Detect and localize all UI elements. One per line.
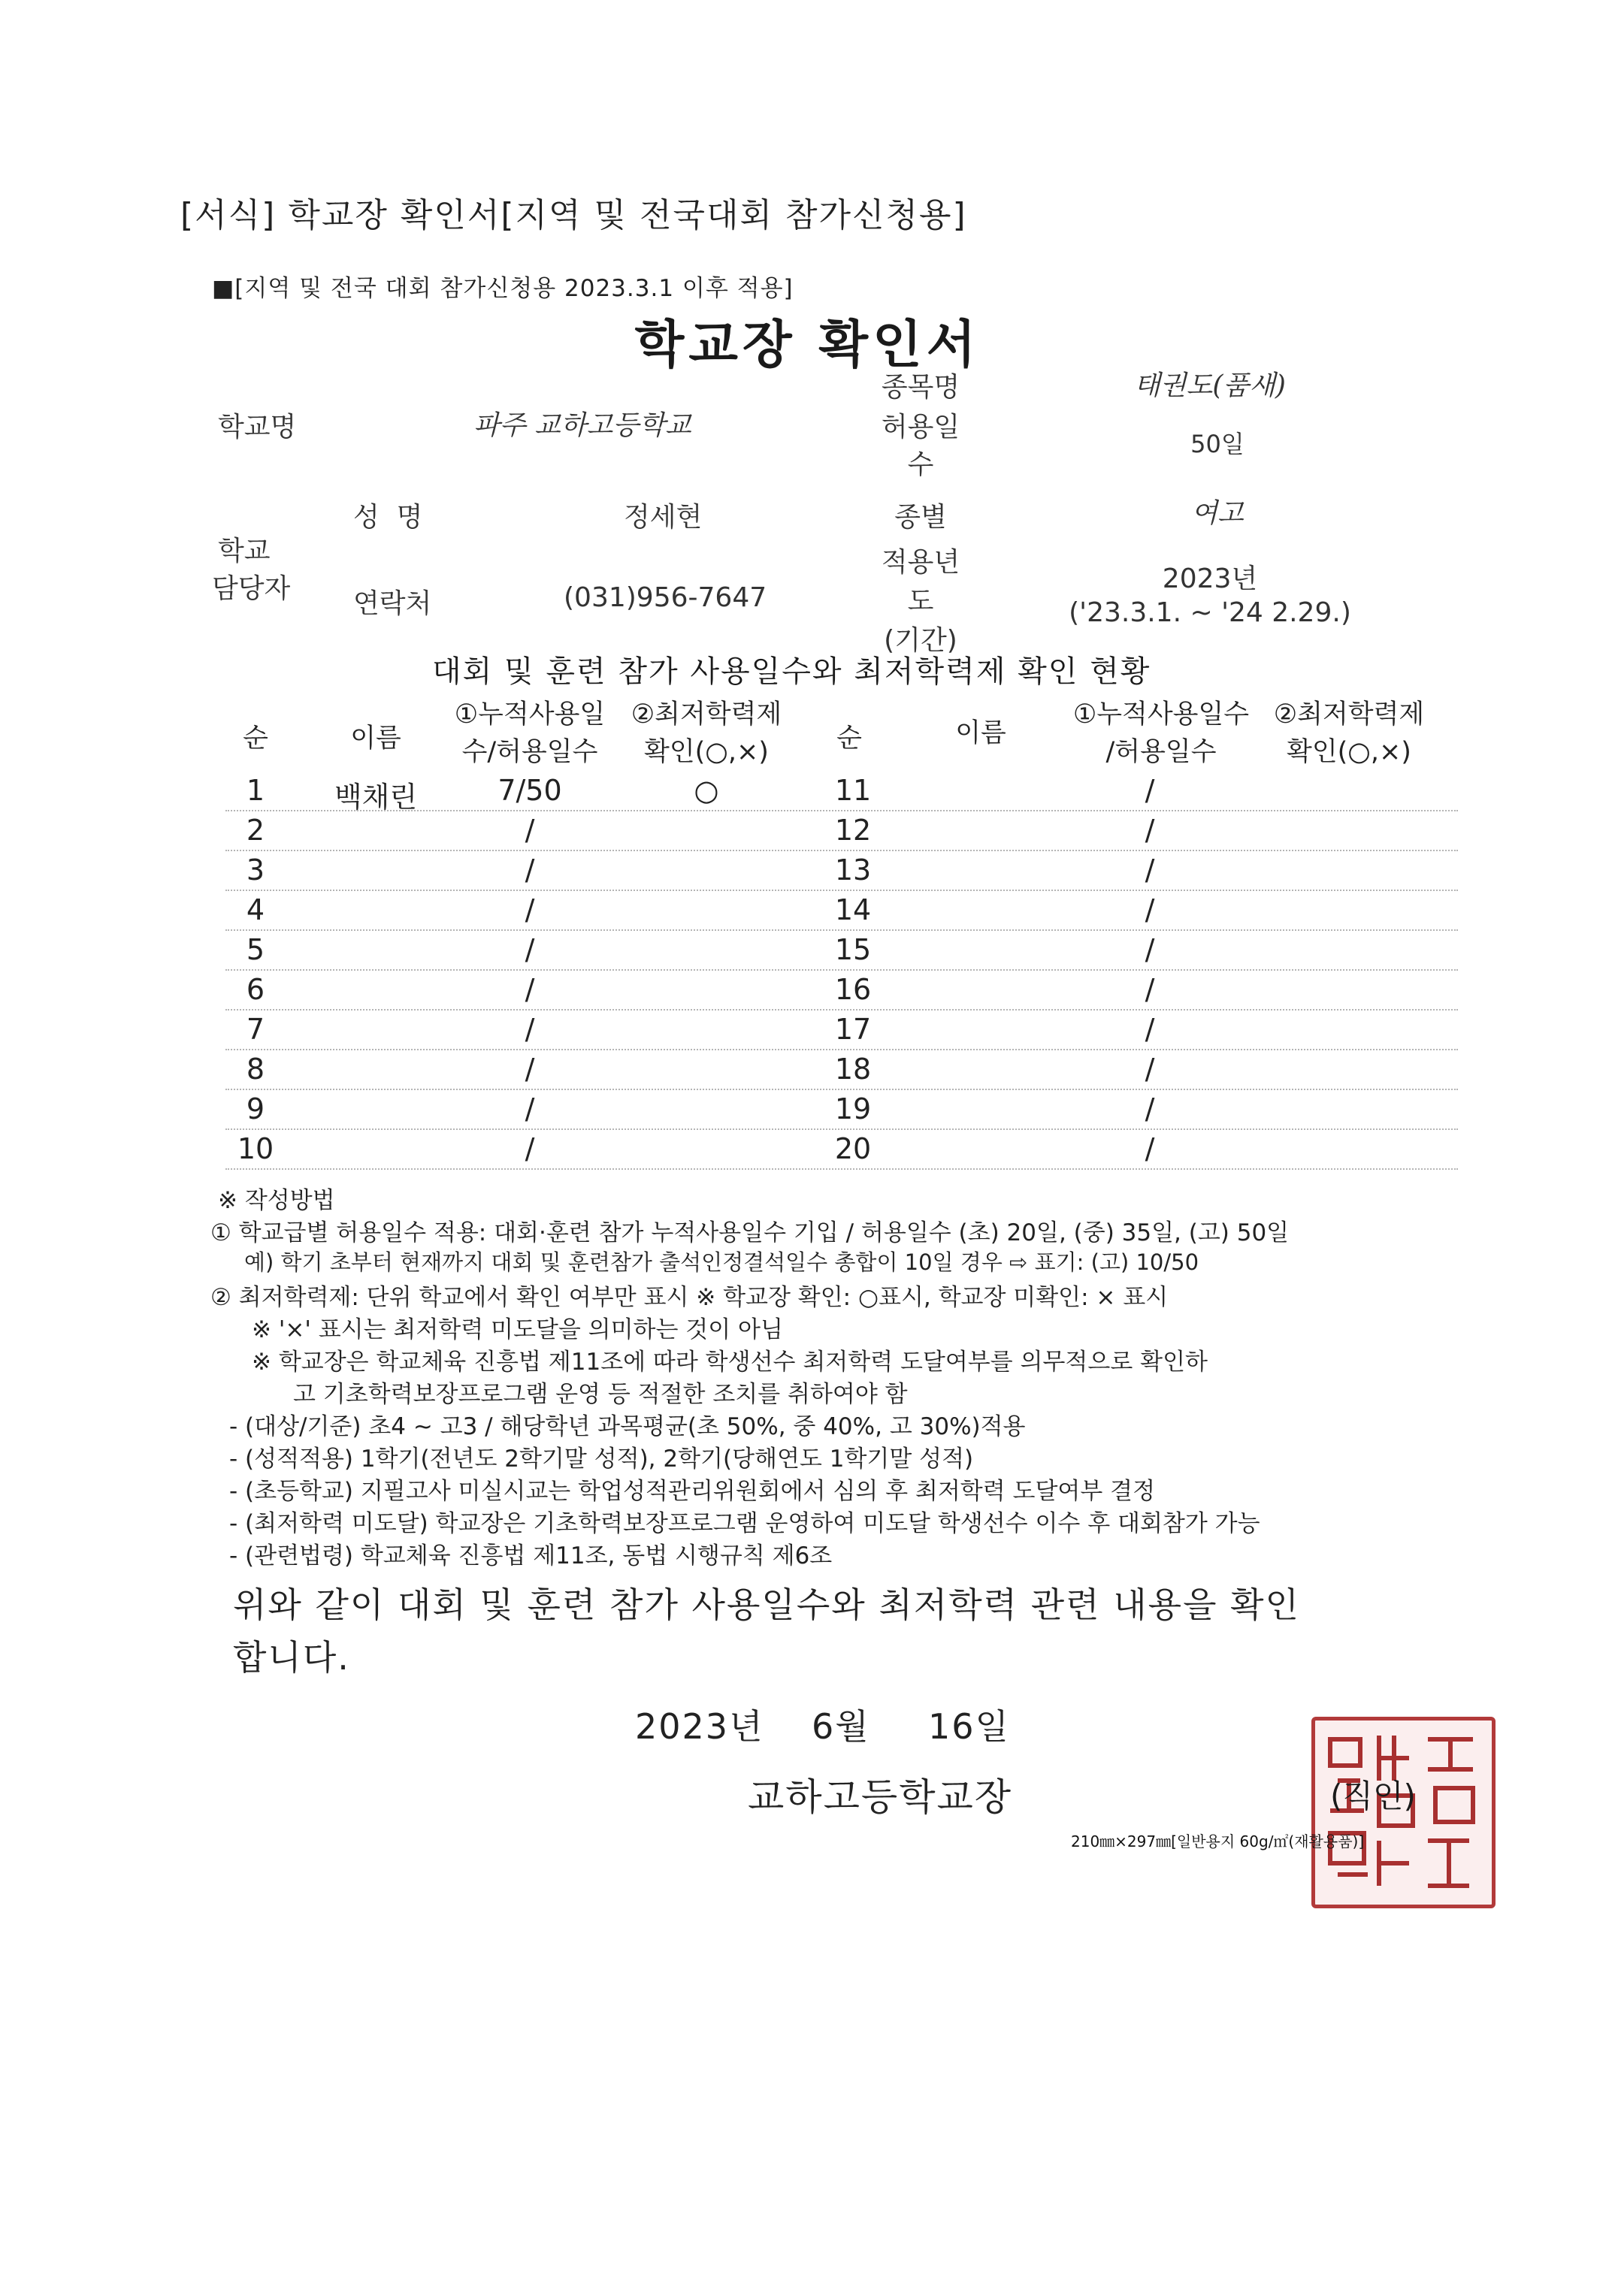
col-no-header: 순: [243, 724, 268, 754]
row-days: /: [1145, 1132, 1155, 1165]
sport-value: 태권도(품새): [1134, 370, 1286, 401]
allowed-days-label-2: 수: [907, 449, 934, 480]
row-no: 9: [246, 1092, 265, 1125]
instructions-title: ※ 작성방법: [218, 1187, 335, 1214]
allowed-days-label: 허용일: [881, 412, 960, 443]
school-name-value: 파주 교하고등학교: [473, 410, 691, 441]
row-no: 6: [246, 973, 265, 1006]
manager-label: 학교: [218, 536, 271, 566]
person-name-label: 성 명: [353, 502, 423, 533]
row-no: 18: [834, 1053, 872, 1086]
row-days: /: [525, 893, 535, 926]
row-no: 17: [834, 1013, 872, 1046]
instruction-line: ※ '×' 표시는 최저학력 미도달을 의미하는 것이 아님: [252, 1316, 783, 1343]
instruction-line: 고 기초학력보장프로그램 운영 등 적절한 조치를 취하여야 함: [293, 1381, 908, 1408]
row-days: /: [525, 1132, 535, 1165]
row-no: 19: [834, 1092, 872, 1125]
manager-label-2: 담당자: [212, 573, 291, 604]
row-days: /: [1145, 933, 1155, 966]
date-year: 2023년: [635, 1706, 764, 1747]
row-divider: [225, 1128, 1458, 1130]
contact-label: 연락처: [353, 588, 432, 619]
col-acad-right-header: ②최저학력제: [1273, 699, 1425, 730]
row-no: 3: [246, 853, 265, 887]
row-no: 5: [246, 933, 265, 966]
form-title: [서식] 학교장 확인서[지역 및 전국대회 참가신청용]: [180, 196, 967, 234]
row-days: /: [1145, 814, 1155, 847]
row-days: /: [525, 853, 535, 887]
row-no: 8: [246, 1053, 265, 1086]
section-title: 대회 및 훈련 참가 사용일수와 최저학력제 확인 현황: [432, 654, 1151, 689]
row-divider: [225, 890, 1458, 891]
row-days: /: [1145, 973, 1155, 1006]
col-days-header: ①누적사용일: [454, 699, 606, 730]
row-divider: [225, 810, 1458, 811]
row-no: 14: [834, 893, 872, 926]
row-days: /: [1145, 1092, 1155, 1125]
sport-label: 종목명: [881, 372, 960, 403]
category-value: 여고: [1191, 498, 1244, 529]
row-name: 백채린: [334, 781, 418, 814]
row-days: /: [525, 933, 535, 966]
col-acad-right-header-2: 확인(○,×): [1287, 737, 1411, 767]
contact-value: (031)956-7647: [564, 582, 767, 613]
instruction-line: ② 최저학력제: 단위 학교에서 확인 여부만 표시 ※ 학교장 확인: ○표시, 학교장 미확인: × 표시: [210, 1284, 1169, 1311]
row-no: 13: [834, 853, 872, 887]
col-days-right-header: ①누적사용일수: [1072, 699, 1250, 730]
row-days: /: [525, 1092, 535, 1125]
paper-spec: 210㎜×297㎜[일반용지 60g/㎡(재활용품)]: [1071, 1832, 1365, 1850]
row-no: 10: [237, 1132, 274, 1165]
row-days: 7/50: [498, 774, 562, 807]
row-days: /: [1145, 1053, 1155, 1086]
instruction-line: - (관련법령) 학교체육 진흥법 제11조, 동법 시행규칙 제6조: [229, 1542, 833, 1569]
row-divider: [225, 1049, 1458, 1050]
row-check: ○: [694, 774, 719, 807]
confirmation-statement-2: 합니다.: [233, 1637, 350, 1678]
row-days: /: [1145, 853, 1155, 887]
col-days-right-header-2: /허용일수: [1105, 737, 1217, 767]
instruction-line: ※ 학교장은 학교체육 진흥법 제11조에 따라 학생선수 최저학력 도달여부를 의무적으로 확인하: [252, 1349, 1208, 1376]
col-name-header: 이름: [350, 724, 401, 754]
seal-label: (직인): [1330, 1778, 1416, 1814]
page-title: 학교장 확인서: [634, 316, 981, 375]
row-divider: [225, 1168, 1458, 1170]
row-no: 7: [246, 1013, 265, 1046]
instruction-line: - (대상/기준) 초4 ~ 고3 / 해당학년 과목평균(초 50%, 중 40%, 고 30%)적용: [229, 1413, 1026, 1440]
instruction-line: 예) 학기 초부터 현재까지 대회 및 훈련참가 출석인정결석일수 총합이 10일 경우 ⇨ 표기: (고) 10/50: [244, 1249, 1199, 1275]
row-divider: [225, 969, 1458, 971]
year-label-3: (기간): [884, 625, 957, 656]
row-no: 1: [246, 774, 265, 807]
row-days: /: [525, 814, 535, 847]
year-value: 2023년: [1162, 563, 1258, 594]
instruction-line: ① 학교급별 허용일수 적용: 대회·훈련 참가 누적사용일수 기입 / 허용일수 (초) 20일, (중) 35일, (고) 50일: [210, 1219, 1290, 1246]
row-divider: [225, 1089, 1458, 1090]
row-no: 4: [246, 893, 265, 926]
col-name-right-header: 이름: [955, 718, 1006, 748]
row-days: /: [525, 1013, 535, 1046]
row-days: /: [525, 973, 535, 1006]
person-name-value: 정세현: [624, 502, 703, 533]
col-no-right-header: 순: [836, 724, 862, 754]
row-days: /: [1145, 774, 1155, 807]
date-day: 16일: [928, 1706, 1010, 1747]
instruction-line: - (초등학교) 지필고사 미실시교는 학업성적관리위원회에서 심의 후 최저학력 도달여부 결정: [229, 1478, 1156, 1505]
signer-title: 교하고등학교장: [748, 1775, 1013, 1819]
confirmation-statement: 위와 같이 대회 및 훈련 참가 사용일수와 최저학력 관련 내용을 확인: [233, 1585, 1300, 1625]
school-name-label: 학교명: [218, 412, 297, 443]
row-no: 12: [834, 814, 872, 847]
row-days: /: [525, 1053, 535, 1086]
row-days: /: [1145, 893, 1155, 926]
row-no: 16: [834, 973, 872, 1006]
row-divider: [225, 850, 1458, 851]
row-no: 2: [246, 814, 265, 847]
row-days: /: [1145, 1013, 1155, 1046]
row-divider: [225, 929, 1458, 931]
period-value: ('23.3.1. ~ '24 2.29.): [1069, 597, 1351, 628]
category-label: 종별: [894, 502, 947, 533]
instruction-line: - (최저학력 미도달) 학교장은 기초학력보장프로그램 운영하여 미도달 학생선수 이수 후 대회참가 가능: [229, 1510, 1260, 1537]
allowed-days-value: 50일: [1190, 430, 1245, 458]
date-month: 6월: [812, 1706, 870, 1747]
applicability-notice: ■[지역 및 전국 대회 참가신청용 2023.3.1 이후 적용]: [212, 275, 794, 302]
year-label-2: 도: [907, 586, 934, 617]
row-divider: [225, 1009, 1458, 1011]
row-no: 15: [834, 933, 872, 966]
row-no: 20: [834, 1132, 872, 1165]
col-acad-header: ②최저학력제: [631, 699, 782, 730]
col-days-header-2: 수/허용일수: [461, 737, 598, 767]
year-label: 적용년: [881, 547, 960, 578]
instruction-line: - (성적적용) 1학기(전년도 2학기말 성적), 2학기(당해연도 1학기말 성적): [229, 1446, 974, 1473]
col-acad-header-2: 확인(○,×): [644, 737, 769, 767]
row-no: 11: [834, 774, 872, 807]
